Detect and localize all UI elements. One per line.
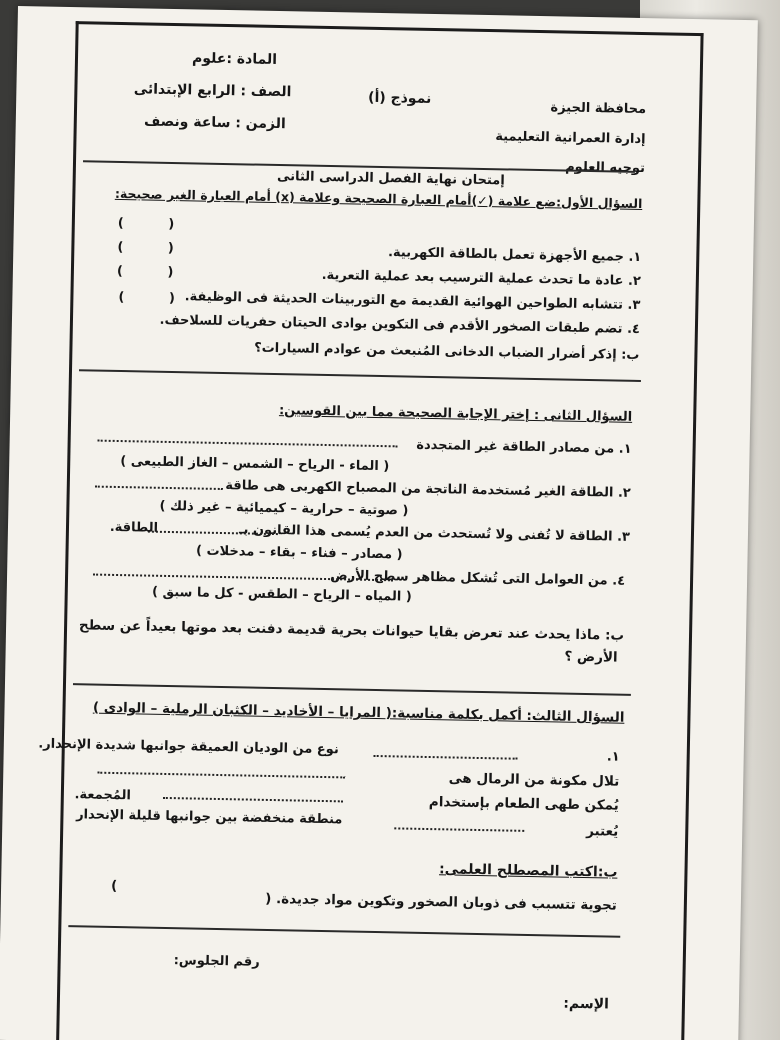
q2-part-b: الأرض ؟ [564,648,618,666]
q2-item-stem: ٤. من العوامل التى تُشكل مظاهر سطح الأرض [330,568,626,589]
student-name-label: الإسم: [563,995,610,1013]
q3-item-text: نوع من الوديان العميقة جوانبها شديدة الإنحدار. [38,736,339,758]
answer-bracket: ( ) [117,215,195,233]
q3-part-b-heading: ب:اكتب المصطلح العلمى: [438,861,618,881]
q2-item-choices: ( مصادر – فناء – بقاء – مدخلات ) [195,543,403,563]
time-label: الزمن : ساعة ونصف [143,113,286,133]
q2-item-choices: ( الماء - الرياح – الشمس – الغاز الطبيعى ) [120,454,390,475]
administration-label: إدارة العمرانية التعليمية [495,129,646,148]
q3-item-text: تلال مكونة من الرمال هى [448,770,620,790]
q1-item: ٢. عادة ما تحدث عملية الترسيب بعد عملية التعرية. [321,267,641,290]
q2-item-choices: ( المياه – الرياح – الطقس - كل ما سبق ) [151,584,412,605]
q2-item-stem: ١. من مصادر الطاقة غير المتجددة [416,437,632,457]
subject-label: المادة :علوم [191,50,278,68]
q1-part-b: ب: إذكر أضرار الضباب الدخانى المُنبعث من عوادم السيارات؟ [254,340,640,363]
answer-bracket: ( ) [116,263,194,281]
q3-item-text: يُعتبر [586,823,619,840]
q3-part-b-close: ) [110,877,118,895]
q2-item-stem: ٣. الطاقة لا تُفنى ولا تُستحدث من العدم يُسمى هذا القانون بـ [238,522,631,545]
seat-number-label: رقم الجلوس: [173,953,260,970]
q1-item: ٤. تضم طبقات الصخور الأقدم فى التكوين بوادى الحيتان حفريات للسلاحف. [159,312,641,337]
q3-item-tail: منطقة منخفضة بين جوانبها قليلة الإنحدار [75,807,343,828]
q3-item-number: ١. [606,749,620,765]
q1-item: ١. جميع الأجهزة تعمل بالطاقة الكهربية. [387,245,642,266]
q2-part-b: ب: ماذا يحدث عند تعرض بقايا حيوانات بحرية قديمة دفنت بعد موتها بعيداً عن سطح [78,617,625,644]
q2-item-tail: الطاقة. [109,519,159,536]
model-label: نموذج (أ) [367,89,432,107]
exam-title: إمتحان نهاية الفصل الدراسى الثانى [276,169,505,189]
grade-label: الصف : الرابع الإبتدائى [133,81,292,101]
q1-heading: السؤال الأول:ضع علامة (✓)أمام العبارة الصحيحة وعلامة (x) أمام العبارة الغير صحيحة: [114,185,643,212]
q3-heading: السؤال الثالث: أكمل بكلمة مناسبة:( المرايا – الأخاديد – الكثبان الرملية – الوادى ) [92,699,625,726]
q2-item-choices: ( صوتية – حرارية – كيميائية – غير ذلك ) [159,498,409,519]
q3-part-b-text: تجوية تتسبب فى ذوبان الصخور وتكوين مواد جديدة. ( [265,890,617,914]
q2-heading: السؤال الثانى : إختر الإجابة الصحيحة مما بين القوسين: [278,403,633,425]
q3-item-text: يُمكن طهى الطعام بإستخدام [428,794,619,814]
q1-item: ٣. تتشابه الطواحين الهوائية القديمة مع التوربينات الحديثة فى الوظيفة. [184,289,641,314]
answer-bracket: ( ) [117,239,194,257]
q3-item-tail: المُجمعة. [74,787,132,804]
answer-bracket: ( ) [118,289,195,307]
directorate-label: توجيه العلوم [565,159,646,177]
governorate-label: محافظة الجيزة [550,100,647,118]
exam-sheet [0,6,758,1040]
q2-item-stem: ٢. الطاقة الغير مُستخدمة الناتجة من المصباح الكهربى هى طاقة [225,478,631,501]
